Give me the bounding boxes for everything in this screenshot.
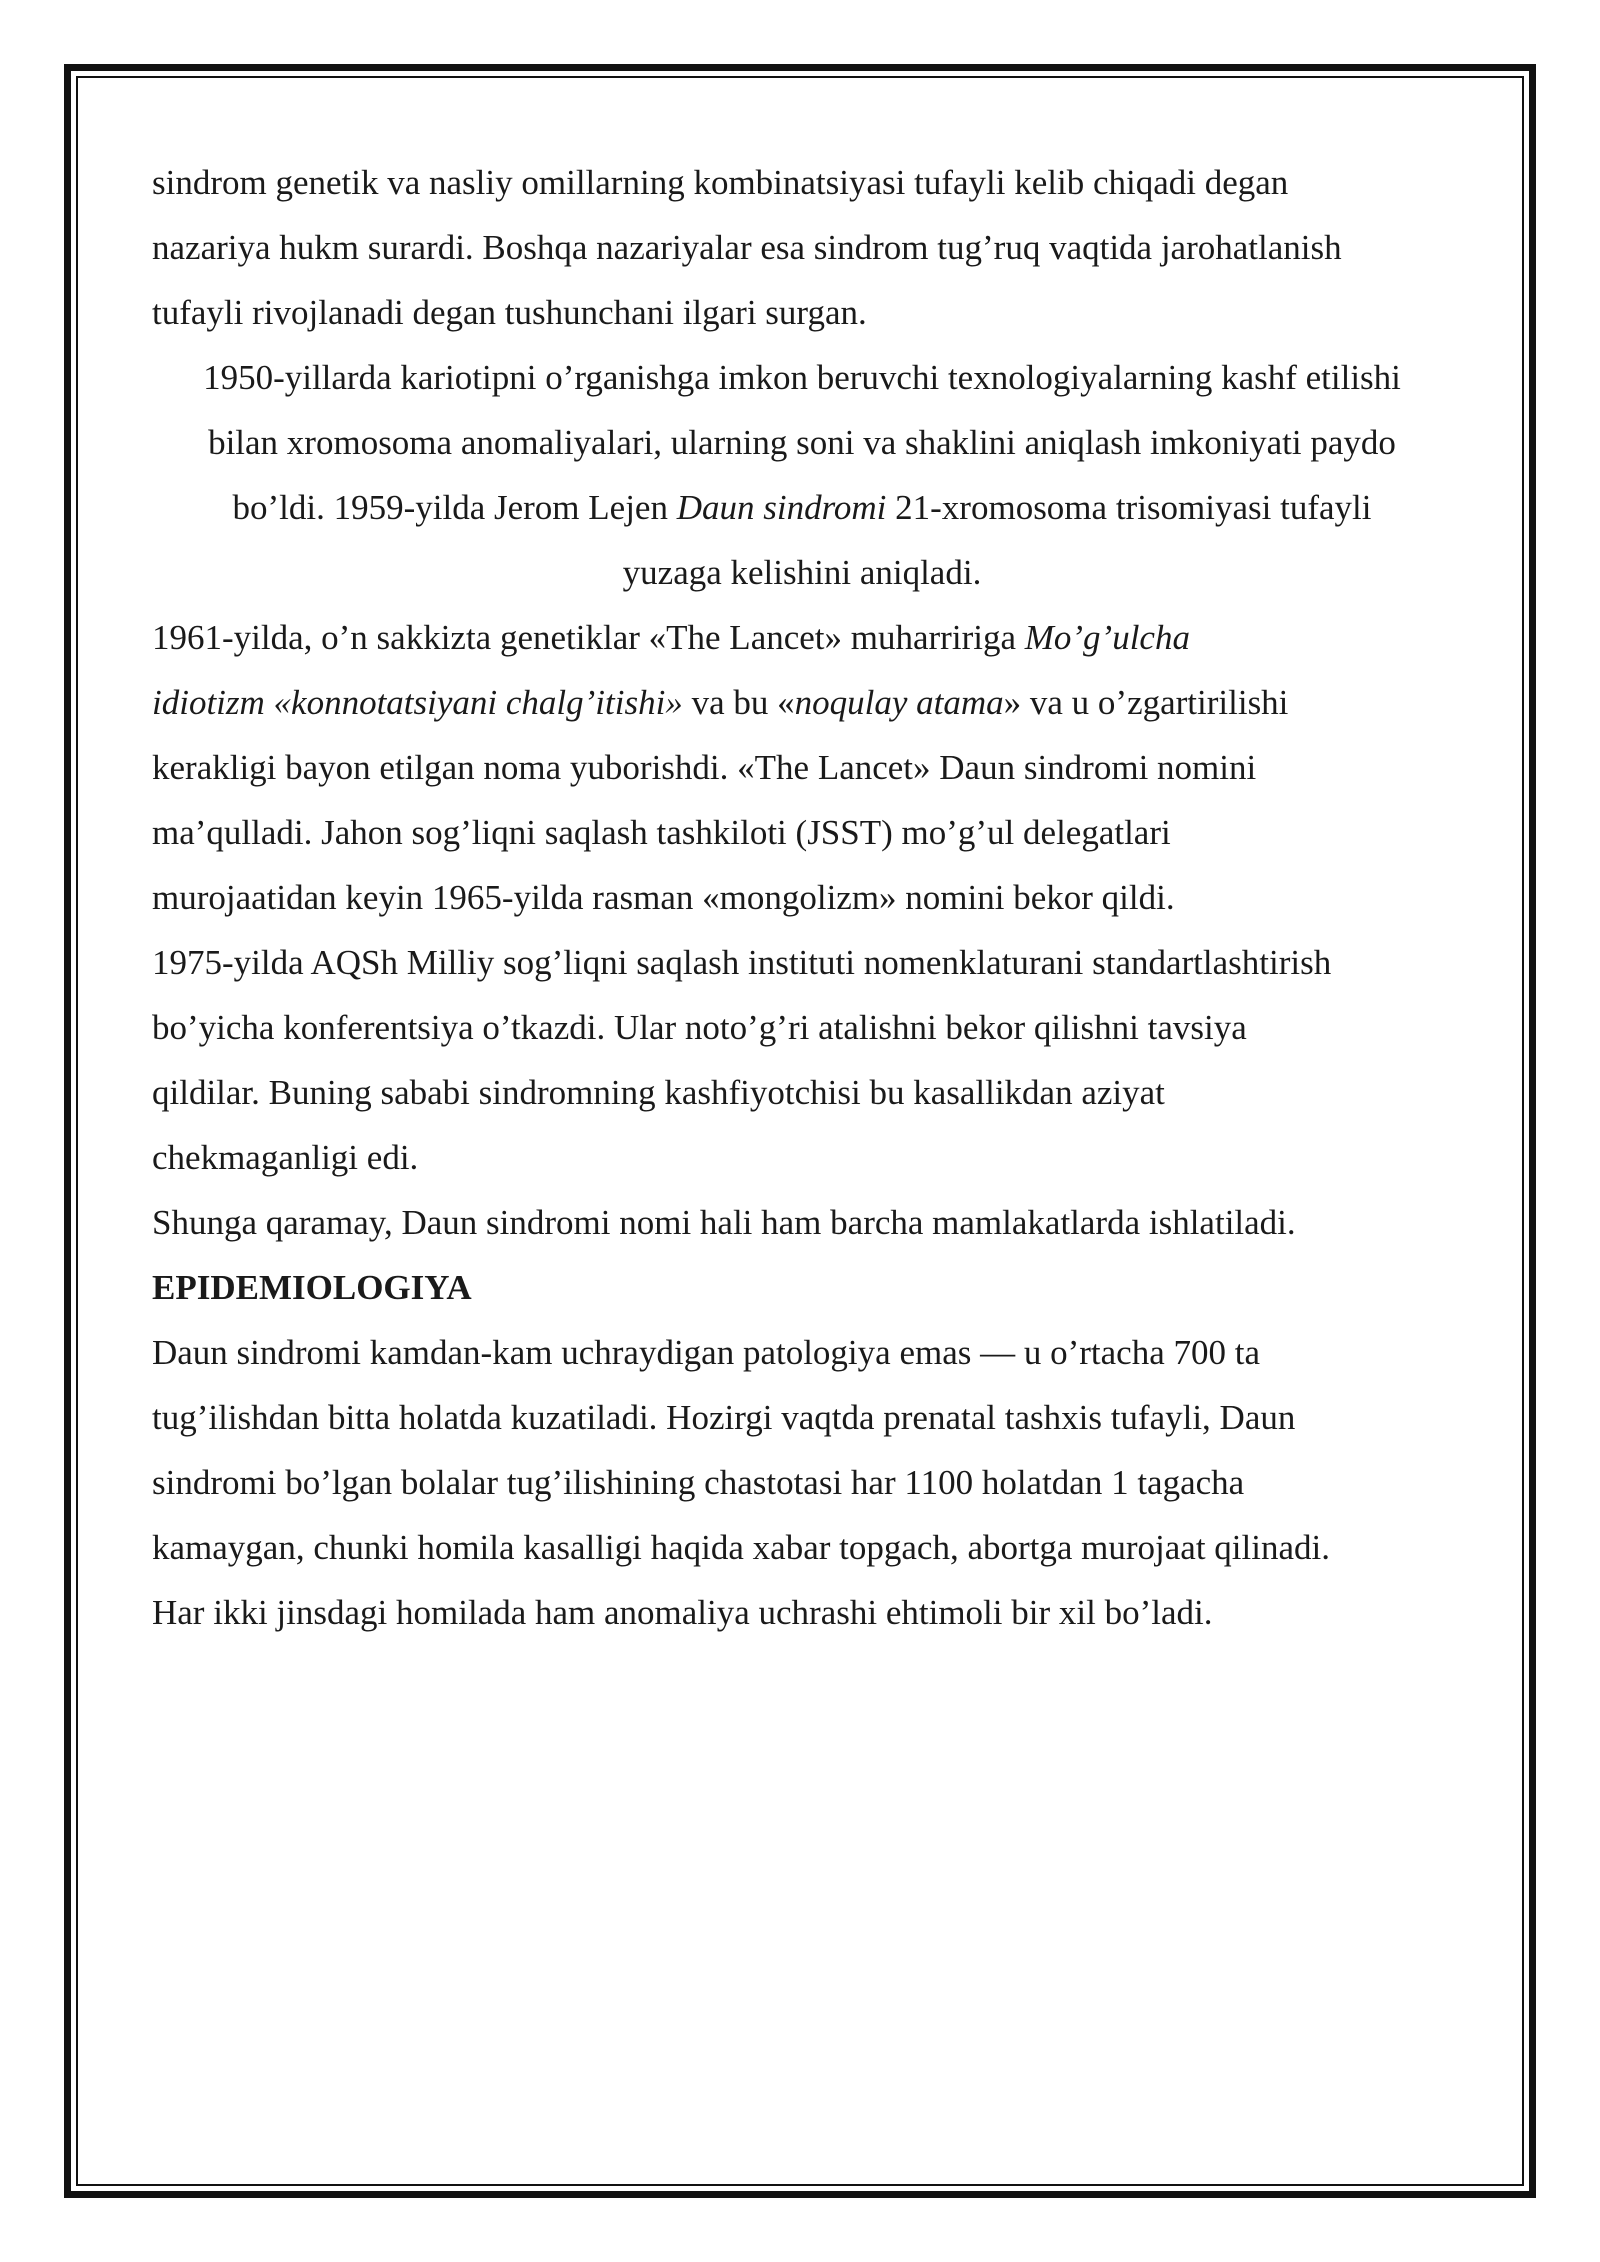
paragraph-karyotype: [152, 345, 1452, 605]
italic-term: idiotizm «konnotatsiyani chalg’itishi»: [152, 683, 683, 722]
text-line: kamaygan, chunki homila kasalligi haqida xabar topgach, abortga murojaat qilinadi.: [152, 1528, 1330, 1567]
text-line: 1975-yilda AQSh Milliy sog’liqni saqlash instituti nomenklaturani standartlashtirish: [152, 943, 1332, 982]
paragraph-lancet: [152, 605, 1452, 930]
text-line: kerakligi bayon etilgan noma yuborishdi. «The Lancet» Daun sindromi nomini: [152, 748, 1257, 787]
paragraph-theories: [152, 150, 1452, 345]
text-line: tug’ilishdan bitta holatda kuzatiladi. Hozirgi vaqtda prenatal tashxis tufayli, Daun: [152, 1398, 1296, 1437]
text-line: [233, 488, 1372, 527]
text-line: ma’qulladi. Jahon sog’liqni saqlash tashkiloti (JSST) mo’g’ul delegatlari: [152, 813, 1171, 852]
text-line: tufayli rivojlanadi degan tushunchani ilgari surgan.: [152, 293, 867, 332]
text-line: nazariya hukm surardi. Boshqa nazariyalar esa sindrom tug’ruq vaqtida jarohatlanish: [152, 228, 1342, 267]
italic-term: Mo’g’ulcha: [1024, 618, 1190, 657]
text-line: Shunga qaramay, Daun sindromi nomi hali ham barcha mamlakatlarda ishlatiladi.: [152, 1203, 1296, 1242]
paragraph-epidemiology: [152, 1320, 1452, 1645]
text-line: [152, 683, 1288, 722]
text-run: va bu «: [682, 683, 795, 722]
text-line: Daun sindromi kamdan-kam uchraydigan patologiya emas — u o’rtacha 700 ta: [152, 1333, 1261, 1372]
text-line: bo’yicha konferentsiya o’tkazdi. Ular noto’g’ri atalishni bekor qilishni tavsiya: [152, 1008, 1247, 1047]
text-run: 1961-yilda, o’n sakkizta genetiklar «The Lancet» muharririga: [152, 618, 1025, 657]
text-run: » va u o’zgartirilishi: [1003, 683, 1289, 722]
text-run: 21-xromosoma trisomiyasi tufayli: [886, 488, 1372, 527]
text-line: murojaatidan keyin 1965-yilda rasman «mongolizm» nomini bekor qildi.: [152, 878, 1175, 917]
italic-term: Daun sindromi: [676, 488, 887, 527]
text-run: bo’ldi. 1959-yilda Jerom Lejen: [232, 488, 677, 527]
paragraph-name-usage: [152, 1190, 1452, 1255]
text-line: bilan xromosoma anomaliyalari, ularning soni va shaklini aniqlash imkoniyati paydo: [208, 423, 1396, 462]
section-heading: EPIDEMIOLOGIYA: [152, 1268, 472, 1307]
document-body: [152, 150, 1452, 1645]
italic-term: noqulay atama: [794, 683, 1004, 722]
text-line: yuzaga kelishini aniqladi.: [622, 553, 982, 592]
text-line: chekmaganligi edi.: [152, 1138, 419, 1177]
text-line: qildilar. Buning sababi sindromning kashfiyotchisi bu kasallikdan aziyat: [152, 1073, 1165, 1112]
text-line: Har ikki jinsdagi homilada ham anomaliya uchrashi ehtimoli bir xil bo’ladi.: [152, 1593, 1213, 1632]
text-line: sindrom genetik va nasliy omillarning kombinatsiyasi tufayli kelib chiqadi degan: [152, 163, 1289, 202]
paragraph-nih-conference: [152, 930, 1452, 1190]
text-line: 1950-yillarda kariotipni o’rganishga imkon beruvchi texnologiyalarning kashf etilishi: [203, 358, 1401, 397]
text-line: sindromi bo’lgan bolalar tug’ilishining chastotasi har 1100 holatdan 1 tagacha: [152, 1463, 1245, 1502]
text-line: [152, 618, 1190, 657]
